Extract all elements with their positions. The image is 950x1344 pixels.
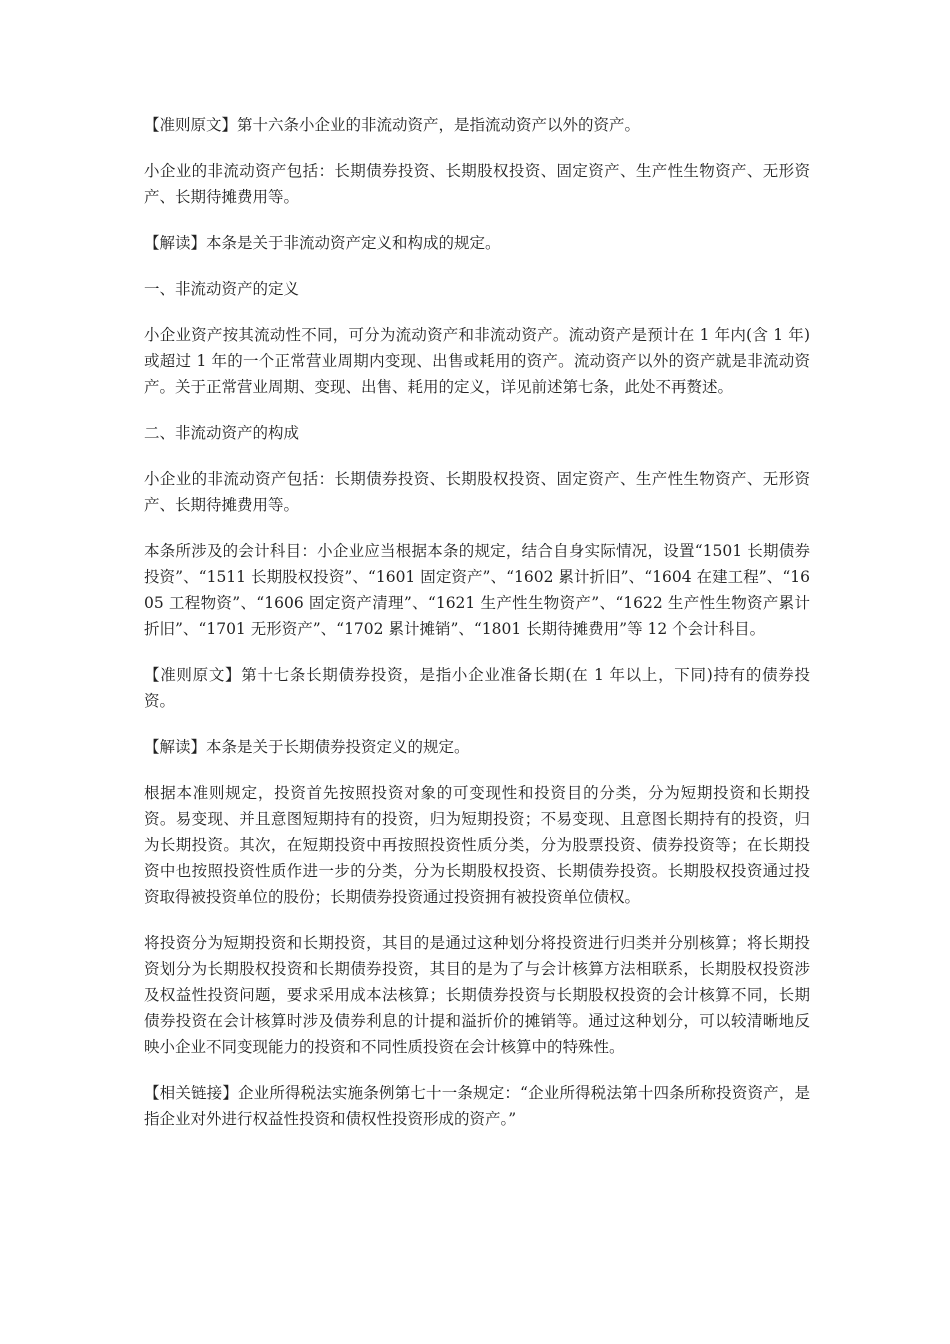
paragraph-investment-purpose: 将投资分为短期投资和长期投资，其目的是通过这种划分将投资进行归类并分别核算；将长期投资划分为长期股权投资和长期债券投资，其目的是为了与会计核算方法相联系，长期股权投资涉及权益性投资问题，要求采用成本法核算；长期债券投资与长期股权投资的会计核算不同，长期债券投资在会计核算时涉及债券利息的计提和溢折价的摊销等。通过这种划分，可以较清晰地反映小企业不同变现能力的投资和不同性质投资在会计核算中的特殊性。 [144,934,810,1056]
paragraph-related-link: 【相关链接】企业所得税法实施条例第七十一条规定：“企业所得税法第十四条所称投资资产，是指企业对外进行权益性投资和债权性投资形成的资产。” [144,1084,810,1128]
section-heading-composition: 二、非流动资产的构成 [144,424,300,442]
paragraph-standard-text-17: 【准则原文】第十七条长期债券投资，是指小企业准备长期(在 1 年以上，下同)持有的债券投资。 [144,666,810,710]
paragraph-interpretation-17: 【解读】本条是关于长期债券投资定义的规定。 [144,738,470,756]
paragraph-definition-body: 小企业资产按其流动性不同，可分为流动资产和非流动资产。流动资产是预计在 1 年内(含 1 年)或超过 1 年的一个正常营业周期内变现、出售或耗用的资产。流动资产以外的资产就是非流动资产。关于正常营业周期、变现、出售、耗用的定义，详见前述第七条，此处不再赘述。 [144,326,810,396]
paragraph-composition-body: 小企业的非流动资产包括：长期债券投资、长期股权投资、固定资产、生产性生物资产、无形资产、长期待摊费用等。 [144,470,810,514]
paragraph-investment-classification: 根据本准则规定，投资首先按照投资对象的可变现性和投资目的分类，分为短期投资和长期投资。易变现、并且意图短期持有的投资，归为短期投资；不易变现、且意图长期持有的投资，归为长期投资。其次，在短期投资中再按照投资性质分类，分为股票投资、债券投资等；在长期投资中也按照投资性质作进一步的分类，分为长期股权投资、长期债券投资。长期股权投资通过投资取得被投资单位的股份；长期债券投资通过投资拥有被投资单位债权。 [144,784,810,906]
paragraph-accounting-subjects: 本条所涉及的会计科目：小企业应当根据本条的规定，结合自身实际情况，设置“1501 长期债券投资”、“1511 长期股权投资”、“1601 固定资产”、“1602 累计折旧”、“1604 在建工程”、“1605 工程物资”、“1606 固定资产清理”、“1621 生产性生物资产”、“1622 生产性生物资产累计折旧”、“1701 无形资产”、“1702 累计摊销”、“1801 长期待摊费用”等 12 个会计科目。 [144,542,810,638]
paragraph-interpretation-16: 【解读】本条是关于非流动资产定义和构成的规定。 [144,234,501,252]
section-heading-definition: 一、非流动资产的定义 [144,280,300,298]
paragraph-noncurrent-assets-list: 小企业的非流动资产包括：长期债券投资、长期股权投资、固定资产、生产性生物资产、无形资产、长期待摊费用等。 [144,162,810,206]
document-page [144,112,810,1152]
paragraph-standard-text-16: 【准则原文】第十六条小企业的非流动资产，是指流动资产以外的资产。 [144,116,641,134]
